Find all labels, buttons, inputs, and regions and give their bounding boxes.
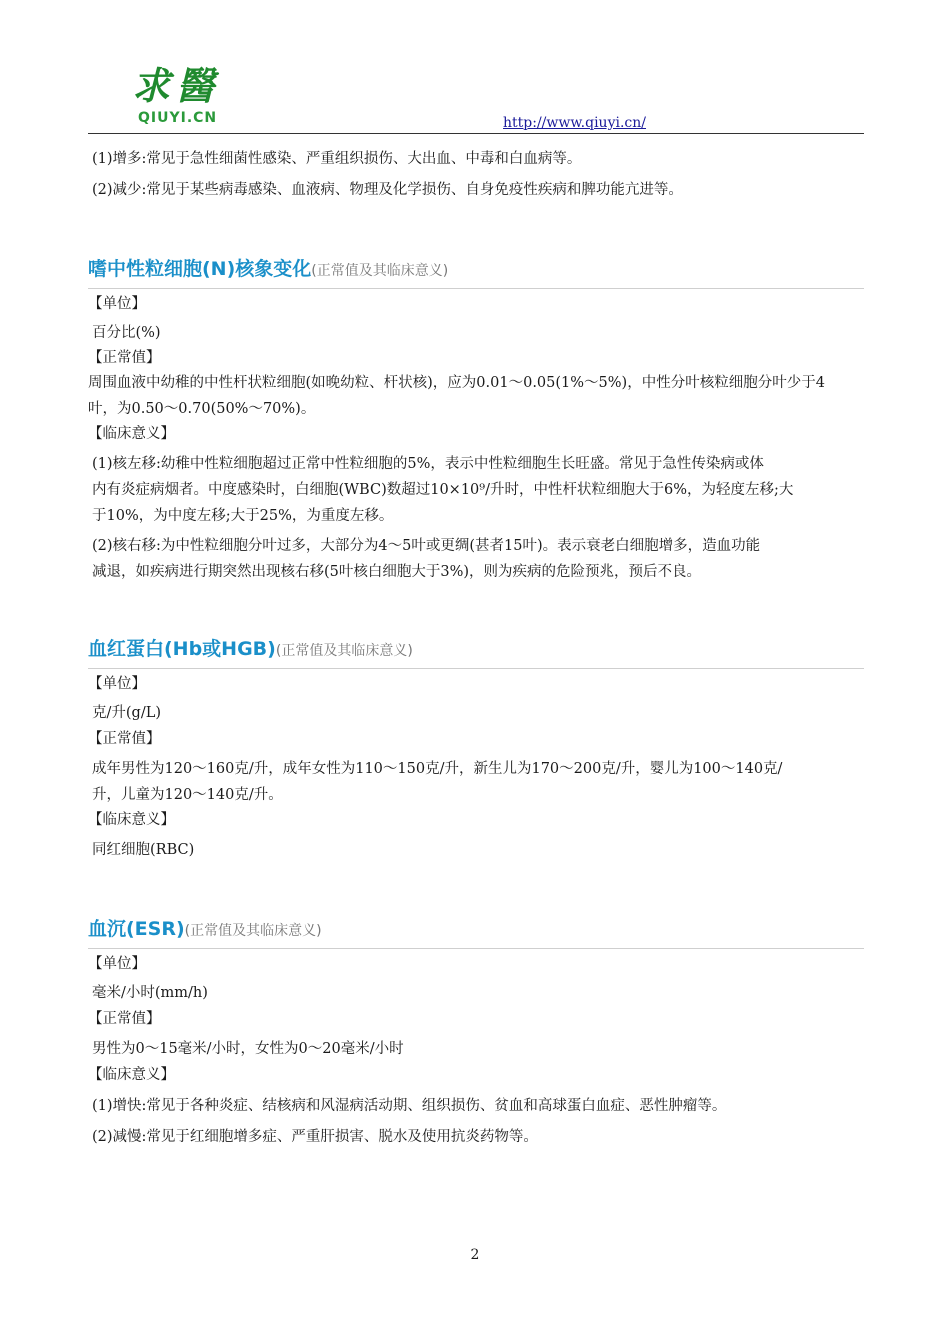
section-divider bbox=[88, 668, 864, 669]
clinical-item-1-line-2: 内有炎症病烟者。中度感染时，白细胞(WBC)数超过10×10⁹/升时，中性杆状粒细胞大于6%，为轻度左移;大 bbox=[92, 482, 794, 498]
intro-item-2: (2)减少:常见于某些病毒感染、血液病、物理及化学损伤、自身免疫性疾病和脾功能亢进等。 bbox=[92, 182, 683, 198]
section-title-hemoglobin bbox=[88, 634, 413, 661]
section-title-neutrophil bbox=[88, 254, 448, 281]
normal-label: 【正常值】 bbox=[88, 350, 161, 366]
logo-chinese-text: 求醫 bbox=[132, 63, 221, 108]
normal-value-line-1: 男性为0～15毫米/小时，女性为0～20毫米/小时 bbox=[92, 1041, 404, 1057]
clinical-item-2-line-1: (2)核右移:为中性粒细胞分叶过多，大部分为4～5叶或更绸(甚者15叶)。表示衰老白细胞增多，造血功能 bbox=[92, 538, 761, 554]
section-title-text: 嗜中性粒细胞(N)核象变化 bbox=[88, 258, 312, 280]
normal-value-line-1: 成年男性为120～160克/升，成年女性为110～150克/升，新生儿为170～200克/升，婴儿为100～140克/ bbox=[92, 761, 783, 777]
normal-label: 【正常值】 bbox=[88, 731, 161, 747]
normal-label: 【正常值】 bbox=[88, 1011, 161, 1027]
section-title-text: 血红蛋白(Hb或HGB) bbox=[88, 638, 276, 660]
unit-label: 【单位】 bbox=[88, 296, 146, 312]
section-subtitle: (正常值及其临床意义) bbox=[184, 923, 322, 939]
section-title-esr bbox=[88, 914, 322, 941]
clinical-label: 【临床意义】 bbox=[88, 1067, 175, 1083]
section-title-text: 血沉(ESR) bbox=[88, 918, 185, 940]
normal-value-line-2: 升，儿童为120～140克/升。 bbox=[92, 787, 283, 803]
unit-value: 百分比(%) bbox=[92, 325, 161, 341]
unit-label: 【单位】 bbox=[88, 956, 146, 972]
header-divider bbox=[88, 133, 864, 134]
clinical-label: 【临床意义】 bbox=[88, 812, 175, 828]
qiuyi-logo[interactable] bbox=[132, 64, 262, 132]
unit-value: 毫米/小时(mm/h) bbox=[92, 985, 208, 1001]
unit-label: 【单位】 bbox=[88, 676, 146, 692]
clinical-item-2-line-1: (2)减慢:常见于红细胞增多症、严重肝损害、脱水及使用抗炎药物等。 bbox=[92, 1129, 538, 1145]
normal-value-line-2: 叶，为0.50～0.70(50%～70%)。 bbox=[88, 401, 316, 417]
page-header bbox=[88, 62, 864, 134]
section-subtitle: (正常值及其临床意义) bbox=[275, 643, 413, 659]
page-number: 2 bbox=[470, 1247, 480, 1263]
clinical-item-1-line-1: (1)增快:常见于各种炎症、结核病和风湿病活动期、组织损伤、贫血和高球蛋白血症、恶性肿瘤等。 bbox=[92, 1098, 727, 1114]
section-divider bbox=[88, 948, 864, 949]
clinical-item-1-line-1: (1)核左移:幼稚中性粒细胞超过正常中性粒细胞的5%，表示中性粒细胞生长旺盛。常见于急性传染病或体 bbox=[92, 456, 764, 472]
normal-value-line-1: 周围血液中幼稚的中性杆状粒细胞(如晚幼粒、杆状核)，应为0.01～0.05(1%～5%)，中性分叶核粒细胞分叶少于4 bbox=[88, 375, 825, 391]
clinical-item-1-line-3: 于10%，为中度左移;大于25%，为重度左移。 bbox=[92, 508, 394, 524]
logo-english-text: QIUYI.CN bbox=[138, 110, 218, 126]
site-url-link[interactable]: http://www.qiuyi.cn/ bbox=[503, 115, 646, 131]
intro-item-1: (1)增多:常见于急性细菌性感染、严重组织损伤、大出血、中毒和白血病等。 bbox=[92, 151, 582, 167]
section-divider bbox=[88, 288, 864, 289]
clinical-label: 【临床意义】 bbox=[88, 426, 175, 442]
clinical-item-2-line-2: 减退，如疾病进行期突然出现核右移(5叶核白细胞大于3%)，则为疾病的危险预兆，预后不良。 bbox=[92, 564, 702, 580]
section-subtitle: (正常值及其临床意义) bbox=[311, 263, 449, 279]
clinical-item-1-line-1: 同红细胞(RBC) bbox=[92, 842, 195, 858]
unit-value: 克/升(g/L) bbox=[92, 705, 161, 721]
